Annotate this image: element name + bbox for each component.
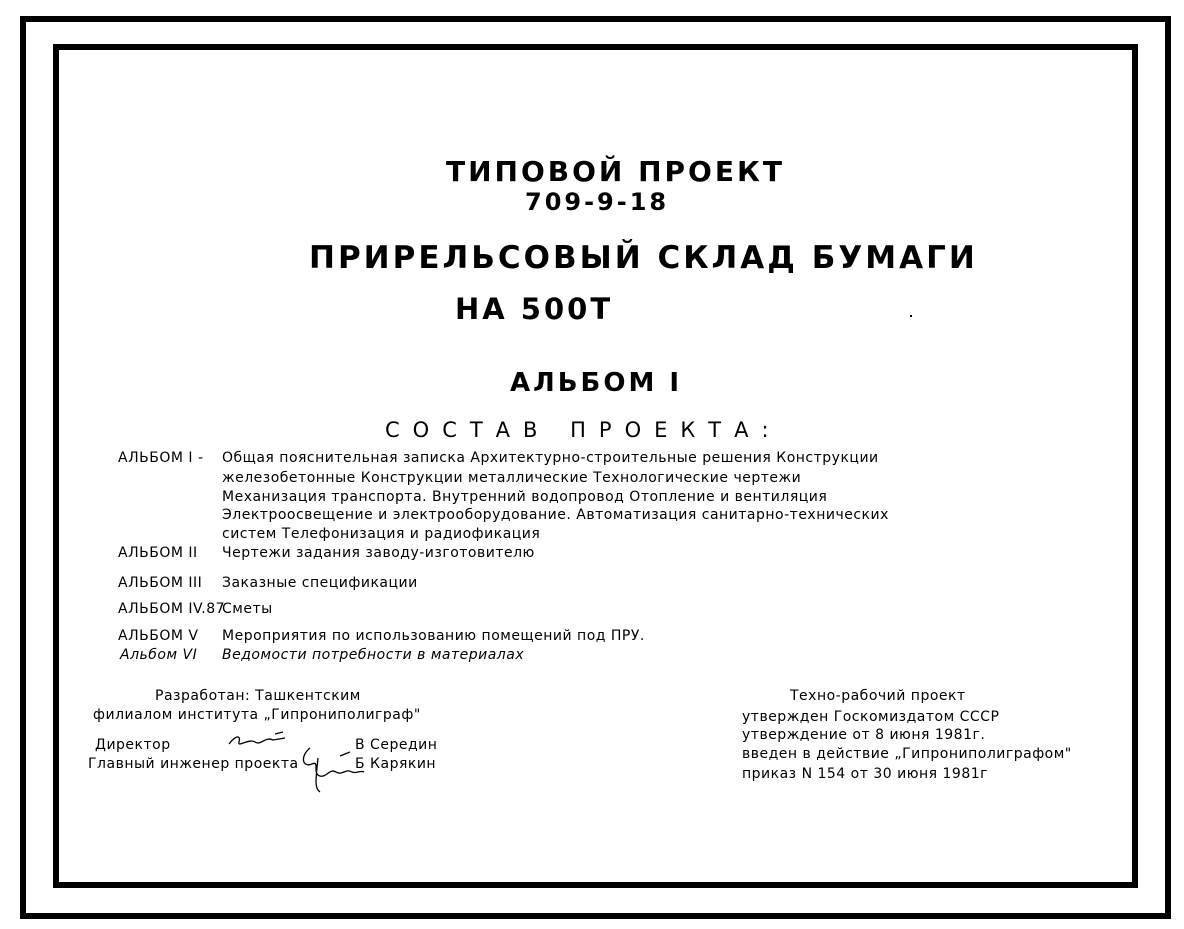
director-name: В Середин [355,737,438,753]
project-name: ПРИРЕЛЬСОВЫЙ СКЛАД БУМАГИ [309,240,978,276]
approval-line-3: утверждение от 8 июня 1981г. [742,727,986,743]
composition-heading: СОСТАВ ПРОЕКТА: [385,418,782,442]
chief-engineer-signature-icon [290,738,370,794]
approval-line-5: приказ N 154 от 30 июня 1981г [742,766,988,782]
album-1-line-4: Электроосвещение и электрооборудование. Автоматизация санитарно-технических [222,507,889,523]
album-2-label: АЛЬБОМ II [118,545,198,561]
album-1-line-1: Общая пояснительная записка Архитектурно-строительные решения Конструкции [222,450,879,466]
project-capacity: НА 500Т [455,292,614,326]
album-1-line-2: железобетонные Конструкции металлические Технологические чертежи [222,470,802,486]
album-4-line-1: Сметы [222,601,273,617]
album-title: АЛЬБОМ I [510,368,683,398]
album-1-label: АЛЬБОМ I - [118,450,204,466]
album-3-label: АЛЬБОМ III [118,575,203,591]
album-1-line-5: систем Телефонизация и радиофикация [222,526,541,542]
album-5-label: АЛЬБОМ V [118,628,199,644]
album-4-label: АЛЬБОМ IV.87 [118,601,226,617]
chief-engineer-role: Главный инженер проекта [88,756,299,772]
approval-line-4: введен в действие „Гипрониполиграфом" [742,746,1072,762]
project-number: 709-9-18 [525,188,670,216]
director-role: Директор [95,737,171,753]
approval-line-1: Техно-рабочий проект [790,688,966,704]
album-6-line-1: Ведомости потребности в материалах [222,647,525,663]
album-1-line-3: Механизация транспорта. Внутренний водопровод Отопление и вентиляция [222,489,828,505]
developer-line-1: Разработан: Ташкентским [155,688,361,704]
album-5-line-1: Мероприятия по использованию помещений под ПРУ. [222,628,645,644]
director-signature-icon [225,730,295,752]
stray-dot [910,315,912,317]
developer-line-2: филиалом института „Гипрониполиграф" [93,707,421,723]
project-type-title: ТИПОВОЙ ПРОЕКТ [446,155,785,188]
approval-line-2: утвержден Госкомиздатом СССР [742,709,1000,725]
album-6-label: Альбом VI [120,647,198,663]
album-2-line-1: Чертежи задания заводу-изготовителю [222,545,535,561]
album-3-line-1: Заказные спецификации [222,575,418,591]
chief-engineer-name: Б Карякин [355,756,437,772]
